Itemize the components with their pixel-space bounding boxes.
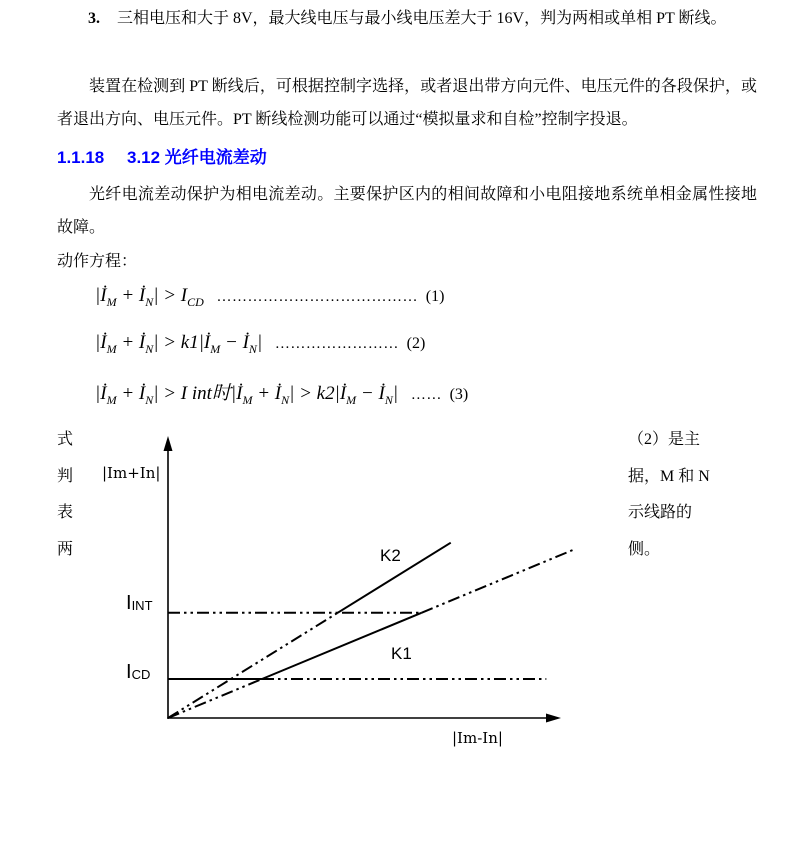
equation-3-expression: $|İ_M$ + $İ_N| > I$ int时$|İ_M$ + $İ_N|$ > $k2|İ_M$ − $İ_N|$: [95, 383, 399, 407]
action-equation-label: 动作方程：: [57, 253, 138, 270]
x-axis-arrow-icon: [546, 714, 561, 723]
characteristic-lines: [168, 543, 574, 718]
wrap-text-right-column: [628, 422, 798, 569]
iint-threshold-label: IINT: [126, 592, 153, 614]
equation-3-dot-leader: ……: [410, 387, 442, 403]
k2-line-label: K2: [380, 546, 401, 565]
equation-2-expression: $|İ_M$ + $İ_N|$ > $k1|İ_M$ − $İ_N|$: [95, 332, 263, 356]
equation-2-dot-leader: ……………………: [274, 336, 399, 352]
y-axis-arrow-icon: [164, 436, 173, 451]
list-item-number: 3.: [88, 10, 100, 27]
wrap-right-line-2: 据，M 和 N: [628, 467, 710, 485]
wrap-text-left-column: [57, 422, 73, 569]
differential-characteristic-figure: [100, 430, 600, 760]
equation-1: [95, 285, 444, 310]
k1-line-label: K1: [391, 644, 412, 663]
x-axis-label: |Im-In|: [452, 729, 503, 747]
wrap-left-line-3: 表: [57, 504, 74, 522]
equation-1-expression: $|İ_M$ + $İ_N| > I_{CD}$: [95, 285, 204, 309]
wrap-right-line-4: 侧。: [628, 541, 661, 559]
list-item-3: [88, 2, 794, 35]
equation-2-number: (2): [406, 335, 426, 352]
equation-3: [95, 378, 468, 408]
wrap-left-line-1: 式: [57, 431, 74, 448]
wrap-right-line-3: 示线路的: [628, 504, 693, 522]
section-heading: [57, 146, 267, 170]
equation-2: [95, 332, 425, 357]
heading-title: 3.12 光纤电流差动: [127, 148, 267, 167]
list-item-text: 三相电压和大于 8V，最大线电压与最小线电压差大于 16V，判为两相或单相 PT 断线。: [117, 10, 727, 27]
paragraph-pt-detection: 装置在检测到 PT 断线后，可根据控制字选择，或者退出带方向元件、电压元件的各段保护，或者退出方向、电压元件。PT 断线检测功能可以通过“模拟量求和自检”控制字投退。: [57, 78, 757, 128]
y-axis-label: |Im+In|: [102, 464, 161, 482]
wrap-right-line-1: （2）是主: [628, 431, 701, 448]
wrap-left-line-2: 判: [57, 467, 74, 485]
icd-threshold-label: ICD: [126, 661, 151, 683]
equation-3-number: (3): [449, 386, 469, 403]
equation-1-number: (1): [425, 288, 445, 305]
paragraph-differential: 光纤电流差动保护为相电流差动。主要保护区内的相间故障和小电阻接地系统单相金属性接地故障。: [57, 186, 757, 236]
wrap-left-line-4: 两: [57, 541, 74, 559]
equation-1-dot-leader: …………………………………: [216, 289, 419, 305]
heading-number: 1.1.18: [57, 148, 105, 167]
